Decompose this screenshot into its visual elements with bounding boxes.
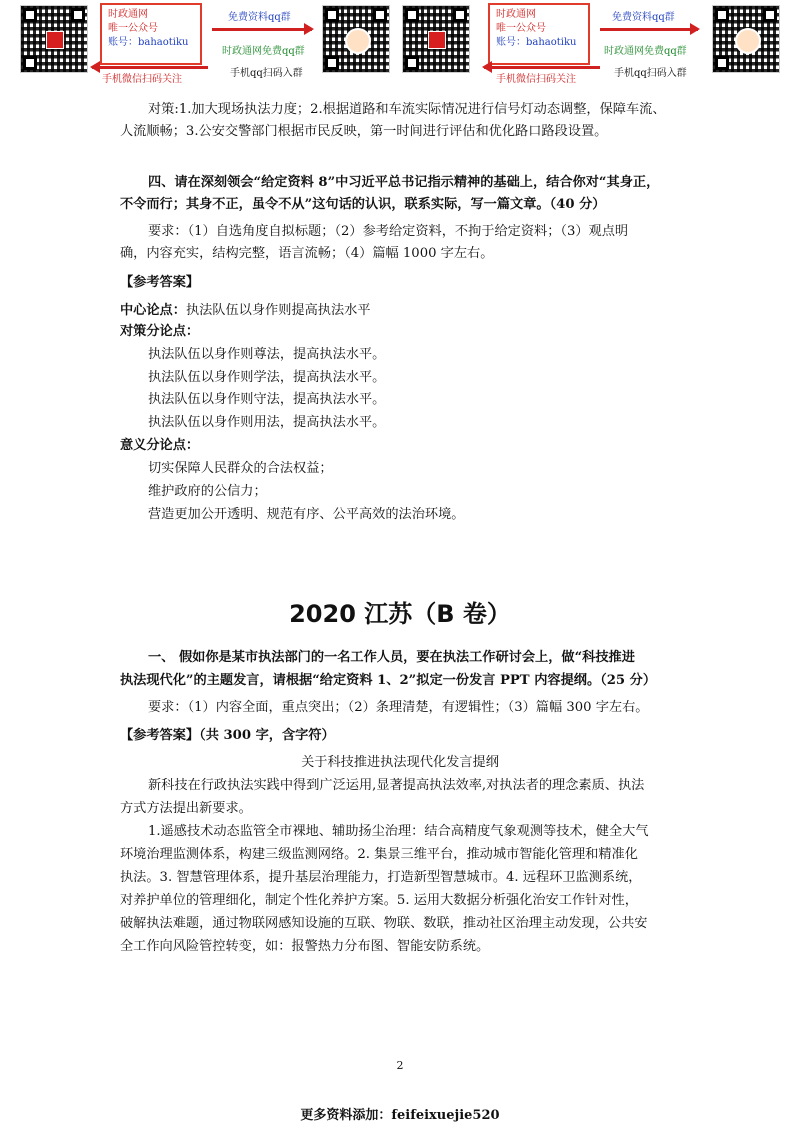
- outline-intro-2: 方式方法提出新要求。: [120, 801, 252, 816]
- arrow-right-icon: [600, 28, 698, 31]
- seal-icon: [46, 31, 64, 49]
- meaning-point: 切实保障人民群众的合法权益；: [148, 461, 333, 476]
- outline-body-line: 执法。3. 智慧管理体系，提升基层治理能力，打造新型智慧城市。4. 远程环卫监测系统，: [120, 870, 642, 885]
- countermeasure-line-2: 人流顺畅；3.公安交警部门根据市民反映，第一时间进行评估和优化路口路段设置。: [120, 124, 608, 139]
- box-line: 唯一公众号: [496, 23, 546, 34]
- central-text: 执法队伍以身作则提高执法水平: [185, 303, 371, 318]
- qq-group-name-1: 时政通网免费qq群: [222, 46, 305, 57]
- answer-2-label: 【参考答案】: [120, 728, 200, 743]
- page-number: 2: [396, 1059, 404, 1072]
- seal-icon: [428, 31, 446, 49]
- sub-point: 执法队伍以身作则用法，提高执法水平。: [148, 415, 386, 430]
- sub-point: 执法队伍以身作则学法，提高执法水平。: [148, 370, 386, 385]
- countermeasure-line-1: 对策:1.加大现场执法力度；2.根据道路和车流实际情况进行信号灯动态调整，保障车流、: [148, 102, 666, 117]
- answer-2-header: [120, 726, 335, 745]
- qr-code-wechat-1[interactable]: [20, 5, 88, 73]
- caption-qq-1: 手机qq扫码入群: [230, 68, 303, 79]
- question-4-requirement-2: 确，内容充实，结构完整，语言流畅；（4）篇幅 1000 字左右。: [120, 246, 494, 261]
- arrow-left-icon: [484, 66, 600, 69]
- qr-code-qq-1[interactable]: [322, 5, 390, 73]
- question-4-requirement-1: 要求：（1）自选角度自拟标题；（2）参考给定资料，不拘于给定资料；（3）观点明: [148, 224, 629, 239]
- avatar-icon: [735, 28, 761, 54]
- answer-2-note: （共 300 字，含字符）: [199, 728, 335, 743]
- question-4-line-1: 四、请在深刻领会“给定资料 8”中习近平总书记指示精神的基础上，结合你对“其身正，: [148, 175, 660, 190]
- central-argument: [120, 301, 371, 320]
- outline-body-line: 环境治理监测体系，构建三级监测网络。2. 集景三维平台，推动城市智能化管理和精准化: [120, 847, 638, 862]
- qq-group-name-2: 时政通网免费qq群: [604, 46, 687, 57]
- box-line: 账号：bahaotiku: [108, 37, 189, 48]
- caption-qq-2: 手机qq扫码入群: [614, 68, 687, 79]
- qq-group-label-1: 免费资料qq群: [228, 12, 291, 23]
- sub-point: 执法队伍以身作则守法，提高执法水平。: [148, 392, 386, 407]
- box-line: 账号：bahaotiku: [496, 37, 577, 48]
- qr-code-qq-2[interactable]: [712, 5, 780, 73]
- sub-point: 执法队伍以身作则尊法，提高执法水平。: [148, 347, 386, 362]
- caption-wechat-1: 手机微信扫码关注: [102, 74, 182, 85]
- outline-body-line: 1.遥感技术动态监管全市裸地、辅助扬尘治理：结合高精度气象观测等技术，健全大气: [148, 824, 649, 839]
- meaning-point: 营造更加公开透明、规范有序、公平高效的法治环境。: [148, 507, 465, 522]
- account-box-2: [488, 3, 590, 65]
- meaning-point: 维护政府的公信力；: [148, 484, 267, 499]
- section-title: 2020 江苏（B 卷）: [289, 600, 511, 628]
- central-label: 中心论点：: [120, 303, 186, 318]
- box-line: 时政通网: [108, 9, 148, 20]
- question-1-requirement: 要求：（1）内容全面，重点突出；（2）条理清楚，有逻辑性；（3）篇幅 300 字左右。: [148, 700, 649, 715]
- arrow-right-icon: [212, 28, 312, 31]
- box-line: 时政通网: [496, 9, 536, 20]
- caption-wechat-2: 手机微信扫码关注: [496, 74, 576, 85]
- question-4-line-2: 不令而行；其身不正，虽令不从”这句话的认识，联系实际，写一篇文章。（40 分）: [120, 197, 606, 212]
- qr-code-wechat-2[interactable]: [402, 5, 470, 73]
- question-1-line-2: 执法现代化”的主题发言，请根据“给定资料 1、2”拟定一份发言 PPT 内容提纲。（25 分）: [120, 673, 657, 688]
- avatar-icon: [345, 28, 371, 54]
- outline-body-line: 对养护单位的管理细化，制定个性化养护方案。5. 运用大数据分析强化治安工作针对性，: [120, 893, 638, 908]
- meaning-arguments-label: 意义分论点：: [120, 438, 200, 453]
- box-line: 唯一公众号: [108, 23, 158, 34]
- qq-group-label-2: 免费资料qq群: [612, 12, 675, 23]
- question-1-line-1: 一、 假如你是某市执法部门的一名工作人员，要在执法工作研讨会上，做“科技推进: [148, 650, 635, 665]
- arrow-left-icon: [92, 66, 208, 69]
- outline-title: 关于科技推进执法现代化发言提纲: [301, 755, 499, 770]
- sub-arguments-label: 对策分论点：: [120, 324, 200, 339]
- outline-body-line: 破解执法难题，通过物联网感知设施的互联、物联、数联，推动社区治理主动发现，公共安: [120, 916, 648, 931]
- reference-answer-label: 【参考答案】: [120, 275, 200, 290]
- account-box-1: [100, 3, 202, 65]
- outline-intro-1: 新科技在行政执法实践中得到广泛运用,显著提高执法效率,对执法者的理念素质、执法: [148, 778, 645, 793]
- outline-body-line: 全工作向风险管控转变，如：报警热力分布图、智能安防系统。: [120, 939, 490, 954]
- footer-contact: 更多资料添加：feifeixuejie520: [300, 1108, 500, 1123]
